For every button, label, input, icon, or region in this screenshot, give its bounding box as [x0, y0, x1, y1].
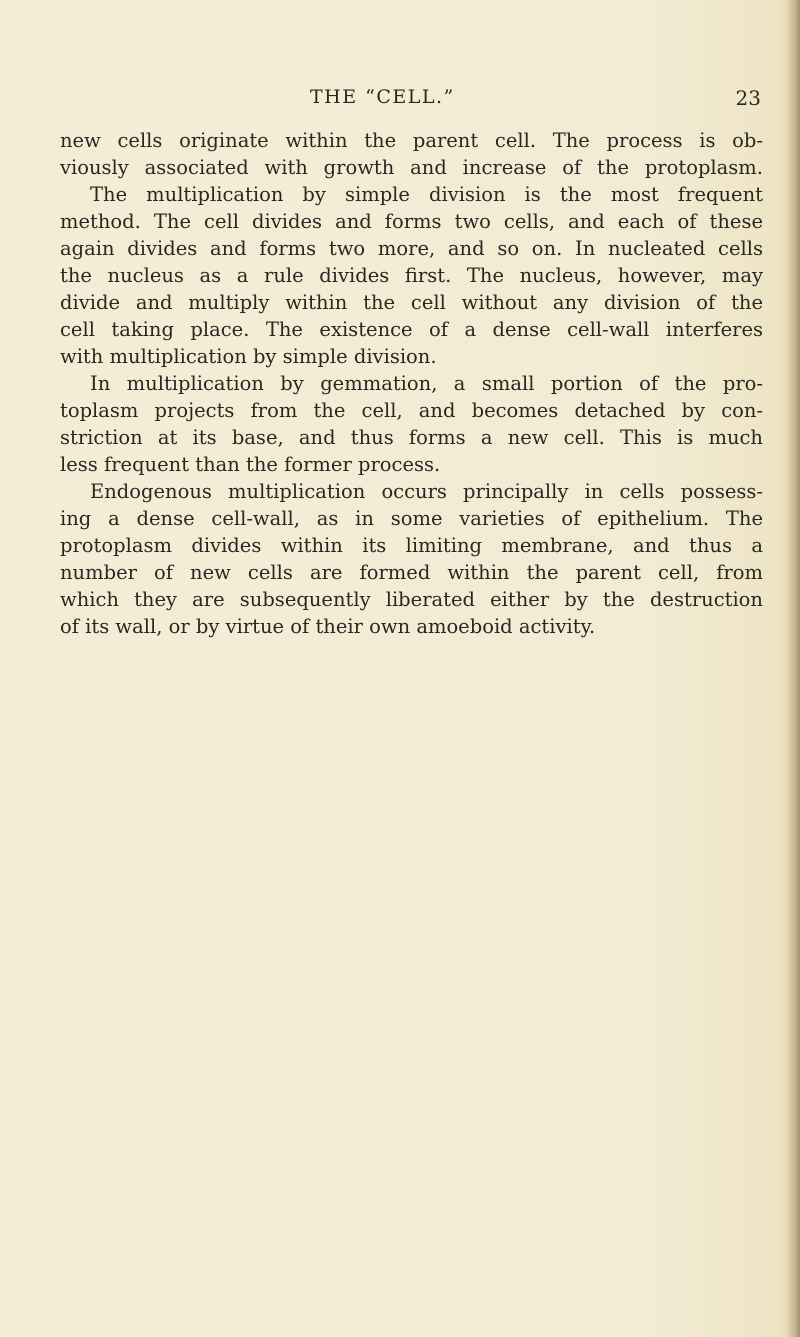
text-line: protoplasm divides within its limiting membrane, and thus a	[60, 534, 763, 557]
paragraph-last-line: with multiplication by simple division.	[60, 345, 437, 368]
text-line: method. The cell divides and forms two cells, and each of these	[60, 210, 763, 233]
text-line: which they are subsequently liberated either by the destruction	[60, 588, 763, 611]
paragraph-last-line: of its wall, or by virtue of their own amoeboid activity.	[60, 615, 596, 638]
paragraph-first-line: The multiplication by simple division is the most frequent	[90, 183, 763, 206]
text-line: ing a dense cell-wall, as in some varieties of epithelium. The	[60, 507, 763, 530]
text-line: striction at its base, and thus forms a new cell. This is much	[60, 426, 763, 449]
text-line: toplasm projects from the cell, and becomes detached by con-	[60, 399, 763, 422]
text-line: again divides and forms two more, and so on. In nucleated cells	[60, 237, 763, 260]
text-line: cell taking place. The existence of a dense cell-wall interferes	[60, 318, 763, 341]
body-text	[60, 127, 763, 640]
text-line: number of new cells are formed within the parent cell, from	[60, 561, 763, 584]
text-line: viously associated with growth and increase of the protoplasm.	[60, 156, 763, 179]
paragraph-first-line: In multiplication by gemmation, a small portion of the pro-	[90, 372, 763, 395]
text-line: divide and multiply within the cell without any division of the	[60, 291, 763, 314]
running-head: THE “CELL.”	[310, 86, 455, 108]
page-edge-shadow	[786, 0, 800, 1337]
paragraph-last-line: less frequent than the former process.	[60, 453, 441, 476]
page-number: 23	[735, 86, 761, 110]
text-line: the nucleus as a rule divides first. The nucleus, however, may	[60, 264, 763, 287]
text-line: new cells originate within the parent cell. The process is ob-	[60, 129, 763, 152]
paragraph-first-line: Endogenous multiplication occurs principally in cells possess-	[90, 480, 763, 503]
page-header	[60, 86, 763, 116]
